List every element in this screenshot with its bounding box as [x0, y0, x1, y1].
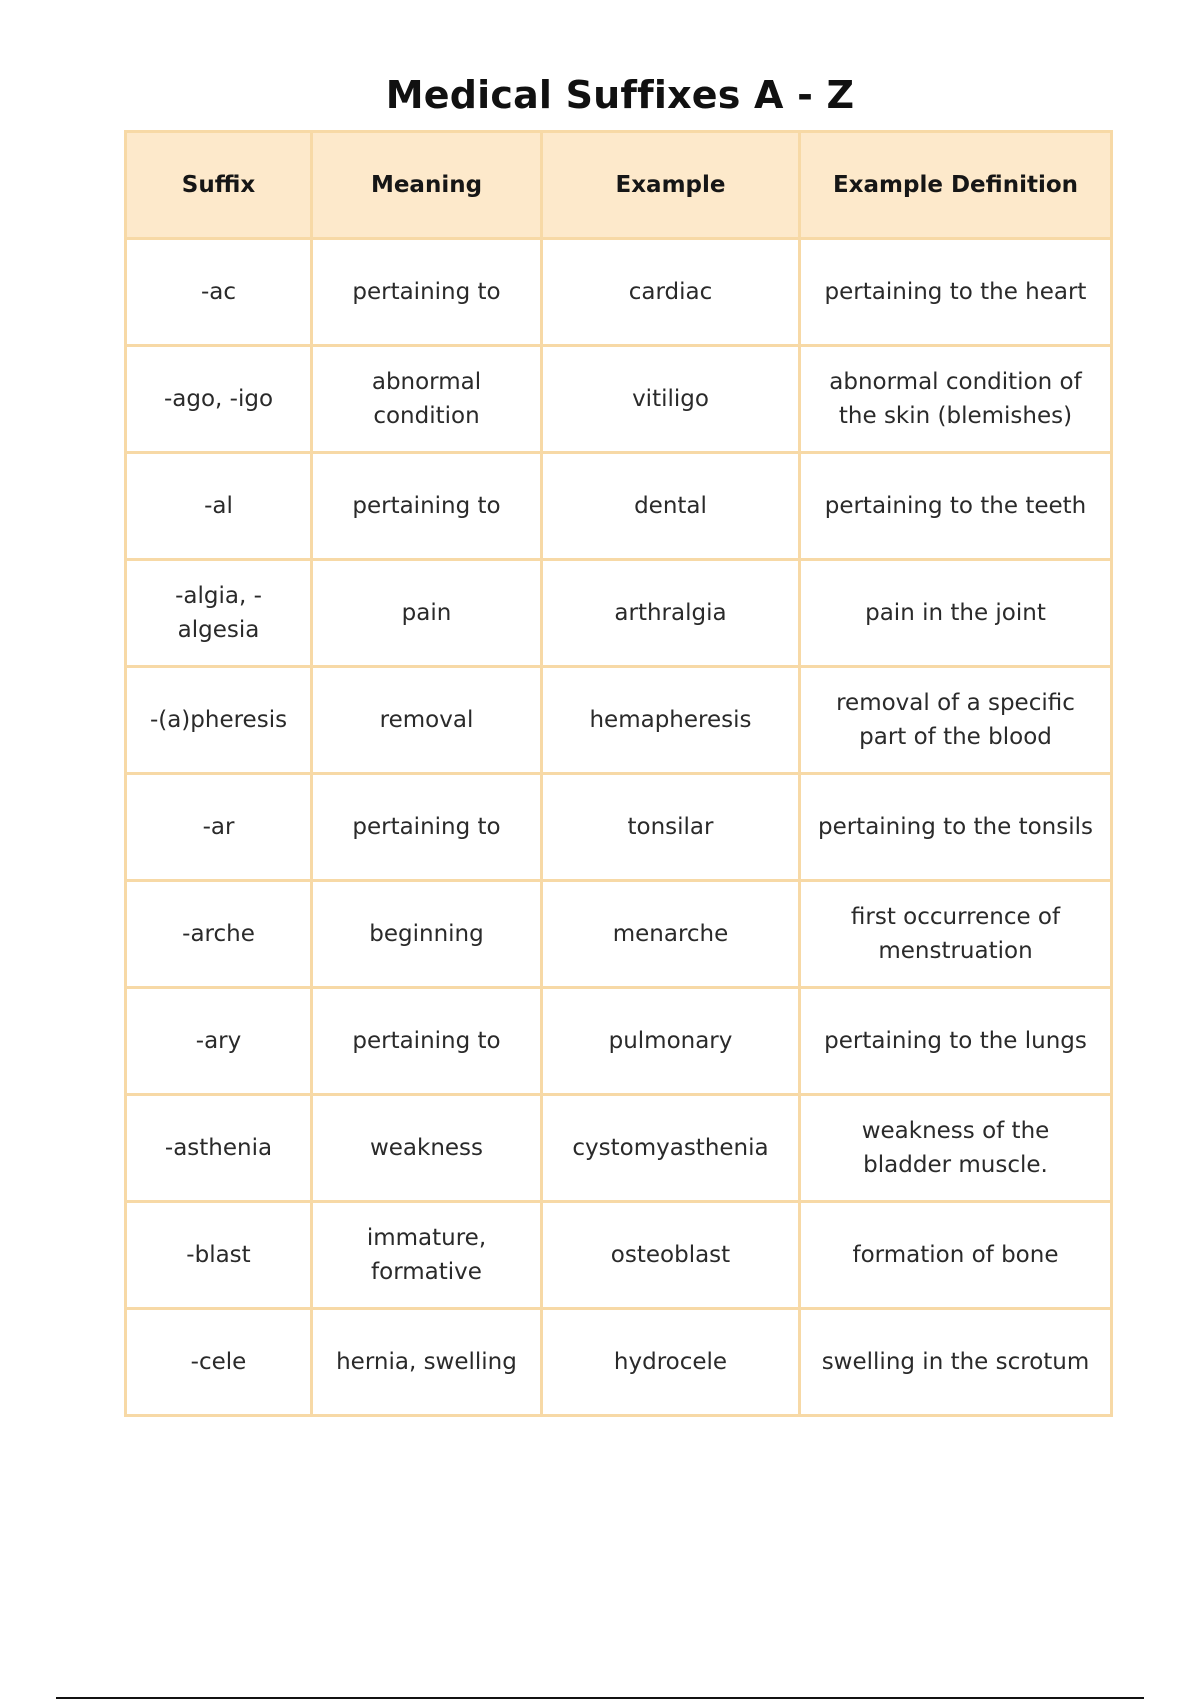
example-cell: osteoblast: [542, 1202, 800, 1309]
definition-cell: pertaining to the tonsils: [800, 774, 1112, 881]
example-cell: vitiligo: [542, 346, 800, 453]
table-row: [126, 1202, 1112, 1309]
meaning-cell: pertaining to: [312, 453, 542, 560]
example-cell: hydrocele: [542, 1309, 800, 1416]
suffix-cell: -blast: [126, 1202, 312, 1309]
footer-divider: [56, 1697, 1144, 1699]
table-row: [126, 453, 1112, 560]
meaning-cell: pain: [312, 560, 542, 667]
meaning-cell: abnormal condition: [312, 346, 542, 453]
definition-cell: pain in the joint: [800, 560, 1112, 667]
example-cell: dental: [542, 453, 800, 560]
header-meaning: Meaning: [312, 132, 542, 239]
definition-cell: pertaining to the teeth: [800, 453, 1112, 560]
definition-cell: swelling in the scrotum: [800, 1309, 1112, 1416]
table-row: [126, 346, 1112, 453]
table-row: [126, 774, 1112, 881]
example-cell: pulmonary: [542, 988, 800, 1095]
definition-cell: pertaining to the heart: [800, 239, 1112, 346]
meaning-cell: immature, formative: [312, 1202, 542, 1309]
table-row: [126, 239, 1112, 346]
definition-cell: abnormal condition of the skin (blemishes): [800, 346, 1112, 453]
suffix-cell: -(a)pheresis: [126, 667, 312, 774]
meaning-cell: removal: [312, 667, 542, 774]
suffix-cell: -algia, -algesia: [126, 560, 312, 667]
suffix-cell: -ary: [126, 988, 312, 1095]
example-cell: tonsilar: [542, 774, 800, 881]
definition-cell: weakness of the bladder muscle.: [800, 1095, 1112, 1202]
table-row: [126, 881, 1112, 988]
suffix-cell: -asthenia: [126, 1095, 312, 1202]
table-row: [126, 988, 1112, 1095]
suffix-cell: -arche: [126, 881, 312, 988]
table-body: [126, 239, 1112, 1416]
table-row: [126, 1309, 1112, 1416]
definition-cell: first occurrence of menstruation: [800, 881, 1112, 988]
meaning-cell: beginning: [312, 881, 542, 988]
meaning-cell: pertaining to: [312, 988, 542, 1095]
header-row: [126, 132, 1112, 239]
table-row: [126, 667, 1112, 774]
meaning-cell: pertaining to: [312, 239, 542, 346]
meaning-cell: weakness: [312, 1095, 542, 1202]
meaning-cell: pertaining to: [312, 774, 542, 881]
example-cell: cystomyasthenia: [542, 1095, 800, 1202]
definition-cell: pertaining to the lungs: [800, 988, 1112, 1095]
header-suffix: Suffix: [126, 132, 312, 239]
definition-cell: removal of a specific part of the blood: [800, 667, 1112, 774]
header-example-definition: Example Definition: [800, 132, 1112, 239]
suffix-cell: -ar: [126, 774, 312, 881]
example-cell: arthralgia: [542, 560, 800, 667]
suffix-cell: -ac: [126, 239, 312, 346]
suffix-table: [124, 130, 1113, 1417]
example-cell: hemapheresis: [542, 667, 800, 774]
suffix-cell: -ago, -igo: [126, 346, 312, 453]
page-title: Medical Suffixes A - Z: [385, 73, 855, 118]
table-row: [126, 1095, 1112, 1202]
suffix-cell: -cele: [126, 1309, 312, 1416]
header-example: Example: [542, 132, 800, 239]
meaning-cell: hernia, swelling: [312, 1309, 542, 1416]
example-cell: menarche: [542, 881, 800, 988]
example-cell: cardiac: [542, 239, 800, 346]
suffix-cell: -al: [126, 453, 312, 560]
table-row: [126, 560, 1112, 667]
definition-cell: formation of bone: [800, 1202, 1112, 1309]
table-header: [126, 132, 1112, 239]
